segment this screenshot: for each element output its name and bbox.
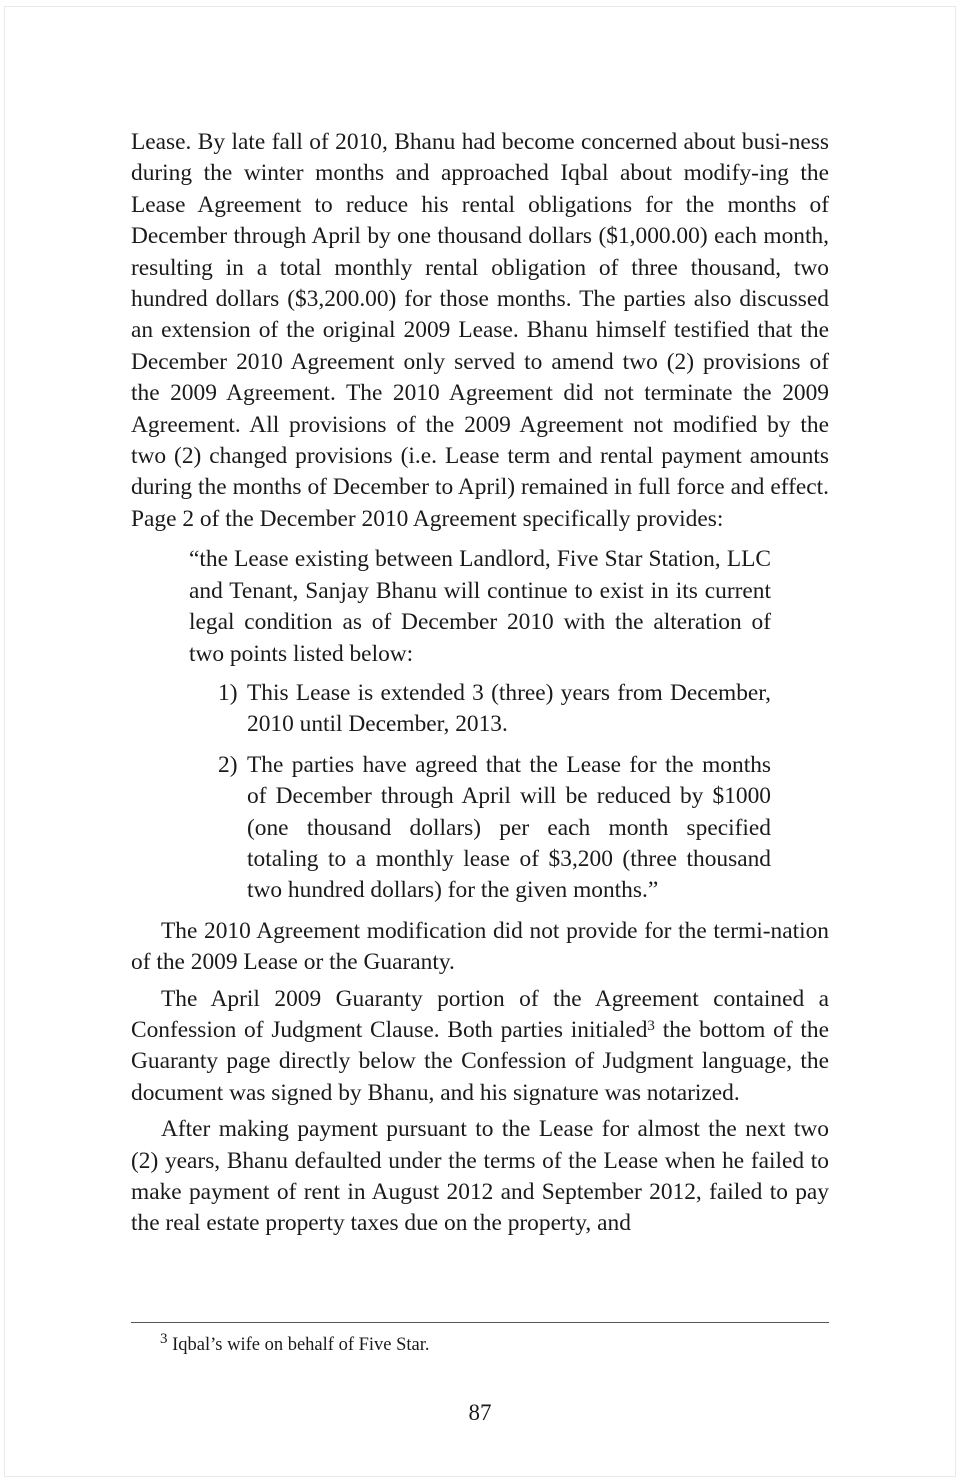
paragraph-modification-scope: The 2010 Agreement modification did not provide for the termi-nation of the 2009 Lease or the Guaranty. <box>131 917 829 976</box>
paragraph-guaranty <box>131 984 829 1110</box>
paragraph-default: After making payment pursuant to the Lease for almost the next two (2) years, Bhanu defaulted under the terms of the Lease when he failed to make payment of rent in August 2012 and September 2012, failed to pay the real estate property taxes due on the property, and <box>131 1116 829 1237</box>
footnote-reference[interactable]: 3 <box>647 1017 655 1034</box>
page-number: 87 <box>468 1400 492 1425</box>
list-item <box>189 678 771 741</box>
quote-list <box>189 678 771 907</box>
guaranty-text-end: the bottom of the Guaranty page directly below the Confession of Judgment language, the document was signed by Bhanu, and his signature was notarized. <box>131 1016 829 1106</box>
list-item-number: 2) <box>218 751 238 778</box>
block-quote: “the Lease existing between Landlord, Five Star Station, LLC and Tenant, Sanjay Bhanu will continue to exist in its current legal condition as of December 2010 with the alteration of two points listed below: <box>189 546 771 667</box>
footnote-text: Iqbal’s wife on behalf of Five Star. <box>167 1335 430 1355</box>
paragraph-lease-modification: Lease. By late fall of 2010, Bhanu had become concerned about busi-ness during the winter months and approached Iqbal about modify-ing the Lease Agreement to reduce his rental obligations for the months of December through April by one thousand dollars ($1,000.00) each month, resulting in a total monthly rental obligation of three thousand, two hundred dollars ($3,200.00) for those months. The parties also discussed an extension of the original 2009 Lease. Bhanu himself testified that the December 2010 Agreement only served to amend two (2) provisions of the 2009 Agreement. The 2010 Agreement did not terminate the 2009 Agreement. All provisions of the 2009 Agreement not modified by the two (2) changed provisions (i.e. Lease term and rental payment amounts during the months of December to April) remained in full force and effect. Page 2 of the December 2010 Agreement specifically provides: <box>131 129 829 532</box>
list-item-text: The parties have agreed that the Lease for the months of December through April will be reduced by $1000 (one thousand dollars) per each month specified totaling to a monthly lease of $3,200 (three thousand two hundred dollars) for the given months.” <box>247 751 771 904</box>
list-item <box>189 750 771 907</box>
body-text <box>131 127 829 1240</box>
footnote <box>160 1333 430 1357</box>
list-item-number: 1) <box>218 679 238 706</box>
list-item-text: This Lease is extended 3 (three) years from December, 2010 until December, 2013. <box>247 679 771 738</box>
footnote-divider <box>131 1322 829 1323</box>
guaranty-text-start: The April 2009 Guaranty portion of the Agreement contained a Confession of Judgment Clause. Both parties initialed <box>131 985 829 1043</box>
footnote-mark: 3 <box>160 1331 168 1347</box>
